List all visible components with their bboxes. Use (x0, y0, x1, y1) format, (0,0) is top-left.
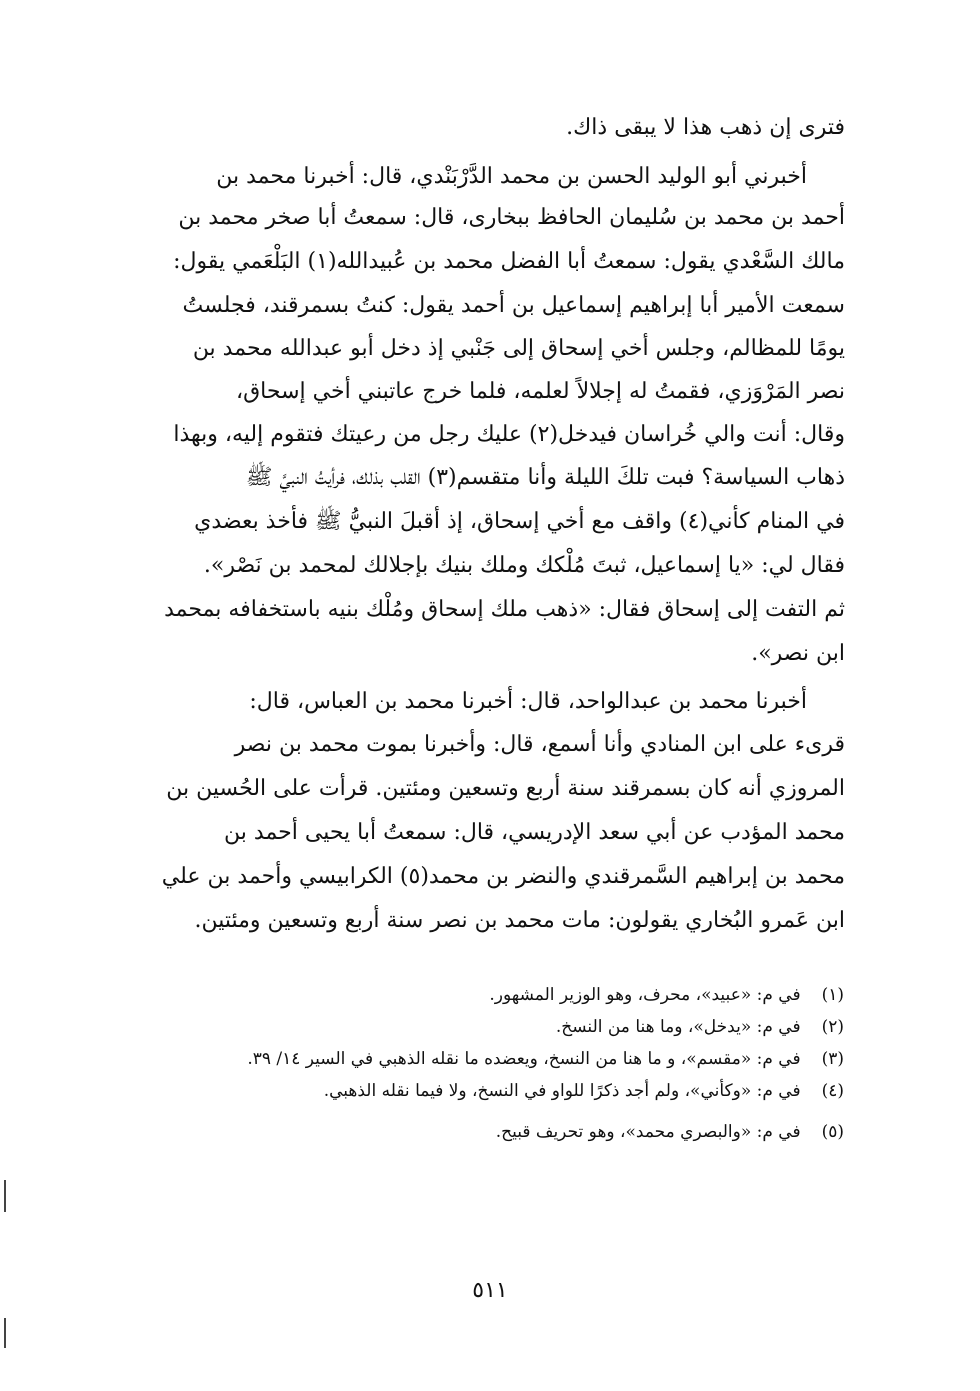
text-line: وقال: أنت والي خُراسان فيدخل(٢) عليك رجل من رعيتك فتقوم إليه، وبهذا (173, 422, 845, 447)
text-line: سمعت الأمير أبا إبراهيم إسماعيل بن أحمد يقول: كنتُ بسمرقند، فجلستُ (182, 293, 845, 318)
text-line: فترى إن ذهب هذا لا يبقى ذاك. (566, 115, 845, 140)
footnote (160, 1044, 844, 1074)
footnote-number: (٢) (821, 1017, 844, 1037)
scan-margin-mark (4, 1318, 6, 1348)
text-line: يومًا للمظالم، وجلس أخي إسحاق إلى جَنْبي إذ دخل أبو عبدالله محمد بن (192, 336, 845, 361)
footnote-text: في م: «يدخل»، وما هنا من النسخ. (555, 1017, 801, 1037)
text-line: المروزي أنه كان بسمرقند سنة أربع وتسعين ومئتين. قرأت على الحُسين بن (166, 776, 845, 801)
text-line: مالك السَّعْدي يقول: سمعتُ أبا الفضل محمد بن عُبيدالله(١) البَلْعَمي يقول: (173, 249, 845, 274)
footnote (160, 1117, 844, 1147)
footnote-number: (١) (821, 985, 844, 1005)
footnote (160, 1012, 844, 1042)
footnote-text: في م: «وكأني»، ولم أجد ذكرًا للواو في النسخ، ولا فيما نقله الذهبي. (323, 1081, 801, 1101)
text-line: ذهاب السياسة؟ فبت تلكَ الليلة وأنا متقسم(٣) القلب بذلك، فرأيتُ النبيَّ ﷺ (245, 465, 845, 490)
footnote-text: في م: «مقسم»، و ما هنا من النسخ، ويعضده ما نقله الذهبي في السير ١٤/ ٣٩. (247, 1049, 801, 1069)
footnote (160, 1076, 844, 1106)
text-line: ثم التفت إلى إسحاق فقال: «ذهب ملك إسحاق ومُلْك بنيه باستخفافه بمحمد (164, 597, 845, 622)
footnote (160, 980, 844, 1010)
text-line: أخبرني أبو الوليد الحسن بن محمد الدَّرْبَنْدي، قال: أخبرنا محمد بن (216, 164, 807, 189)
text-line: قرىء على ابن المنادي وأنا أسمع، قال: وأخبرنا بموت محمد بن نصر (234, 732, 845, 757)
text-line: أخبرنا محمد بن عبدالواحد، قال: أخبرنا محمد بن العباس، قال: (249, 689, 807, 714)
text-line: محمد بن إبراهيم السَّمرقندي والنضر بن محمد(٥) الكرابيسي وأحمد بن علي (161, 864, 845, 889)
text-line: ابن نصر». (751, 641, 845, 666)
scan-margin-mark (4, 1180, 6, 1212)
text-line: محمد المؤدب عن أبي سعد الإدريسي، قال: سمعتُ أبا يحيى أحمد بن (224, 820, 845, 845)
footnote-number: (٥) (821, 1122, 844, 1142)
text-line: في المنام كأني(٤) واقف مع أخي إسحاق، إذ أقبلَ النبيُّ ﷺ فأخذ بعضدي (194, 509, 845, 534)
text-line: فقال لي: «يا إسماعيل، ثبتَ مُلْكك وملك بنيك بإجلالك لمحمد بن نَصْر». (203, 553, 845, 578)
footnote-number: (٤) (821, 1081, 844, 1101)
footnote-number: (٣) (821, 1049, 844, 1069)
text-line: نصر المَرْوَزي، فقمتُ له إجلالاً لعلمه، فلما خرج عاتبني أخي إسحاق، (236, 379, 845, 404)
footnote-text: في م: «والبصري محمد»، وهو تحريف قبيح. (495, 1122, 801, 1142)
text-line: أحمد بن محمد بن سُليمان الحافظ ببخارى، قال: سمعتُ أبا صخر محمد بن (178, 205, 845, 230)
text-line: ابن عَمرو البُخاري يقولون: مات محمد بن نصر سنة أربع وتسعين ومئتين. (194, 908, 845, 933)
page-number: ٥١١ (472, 1278, 508, 1303)
footnote-text: في م: «عبيد»، محرف، وهو الوزير المشهور. (489, 985, 801, 1005)
